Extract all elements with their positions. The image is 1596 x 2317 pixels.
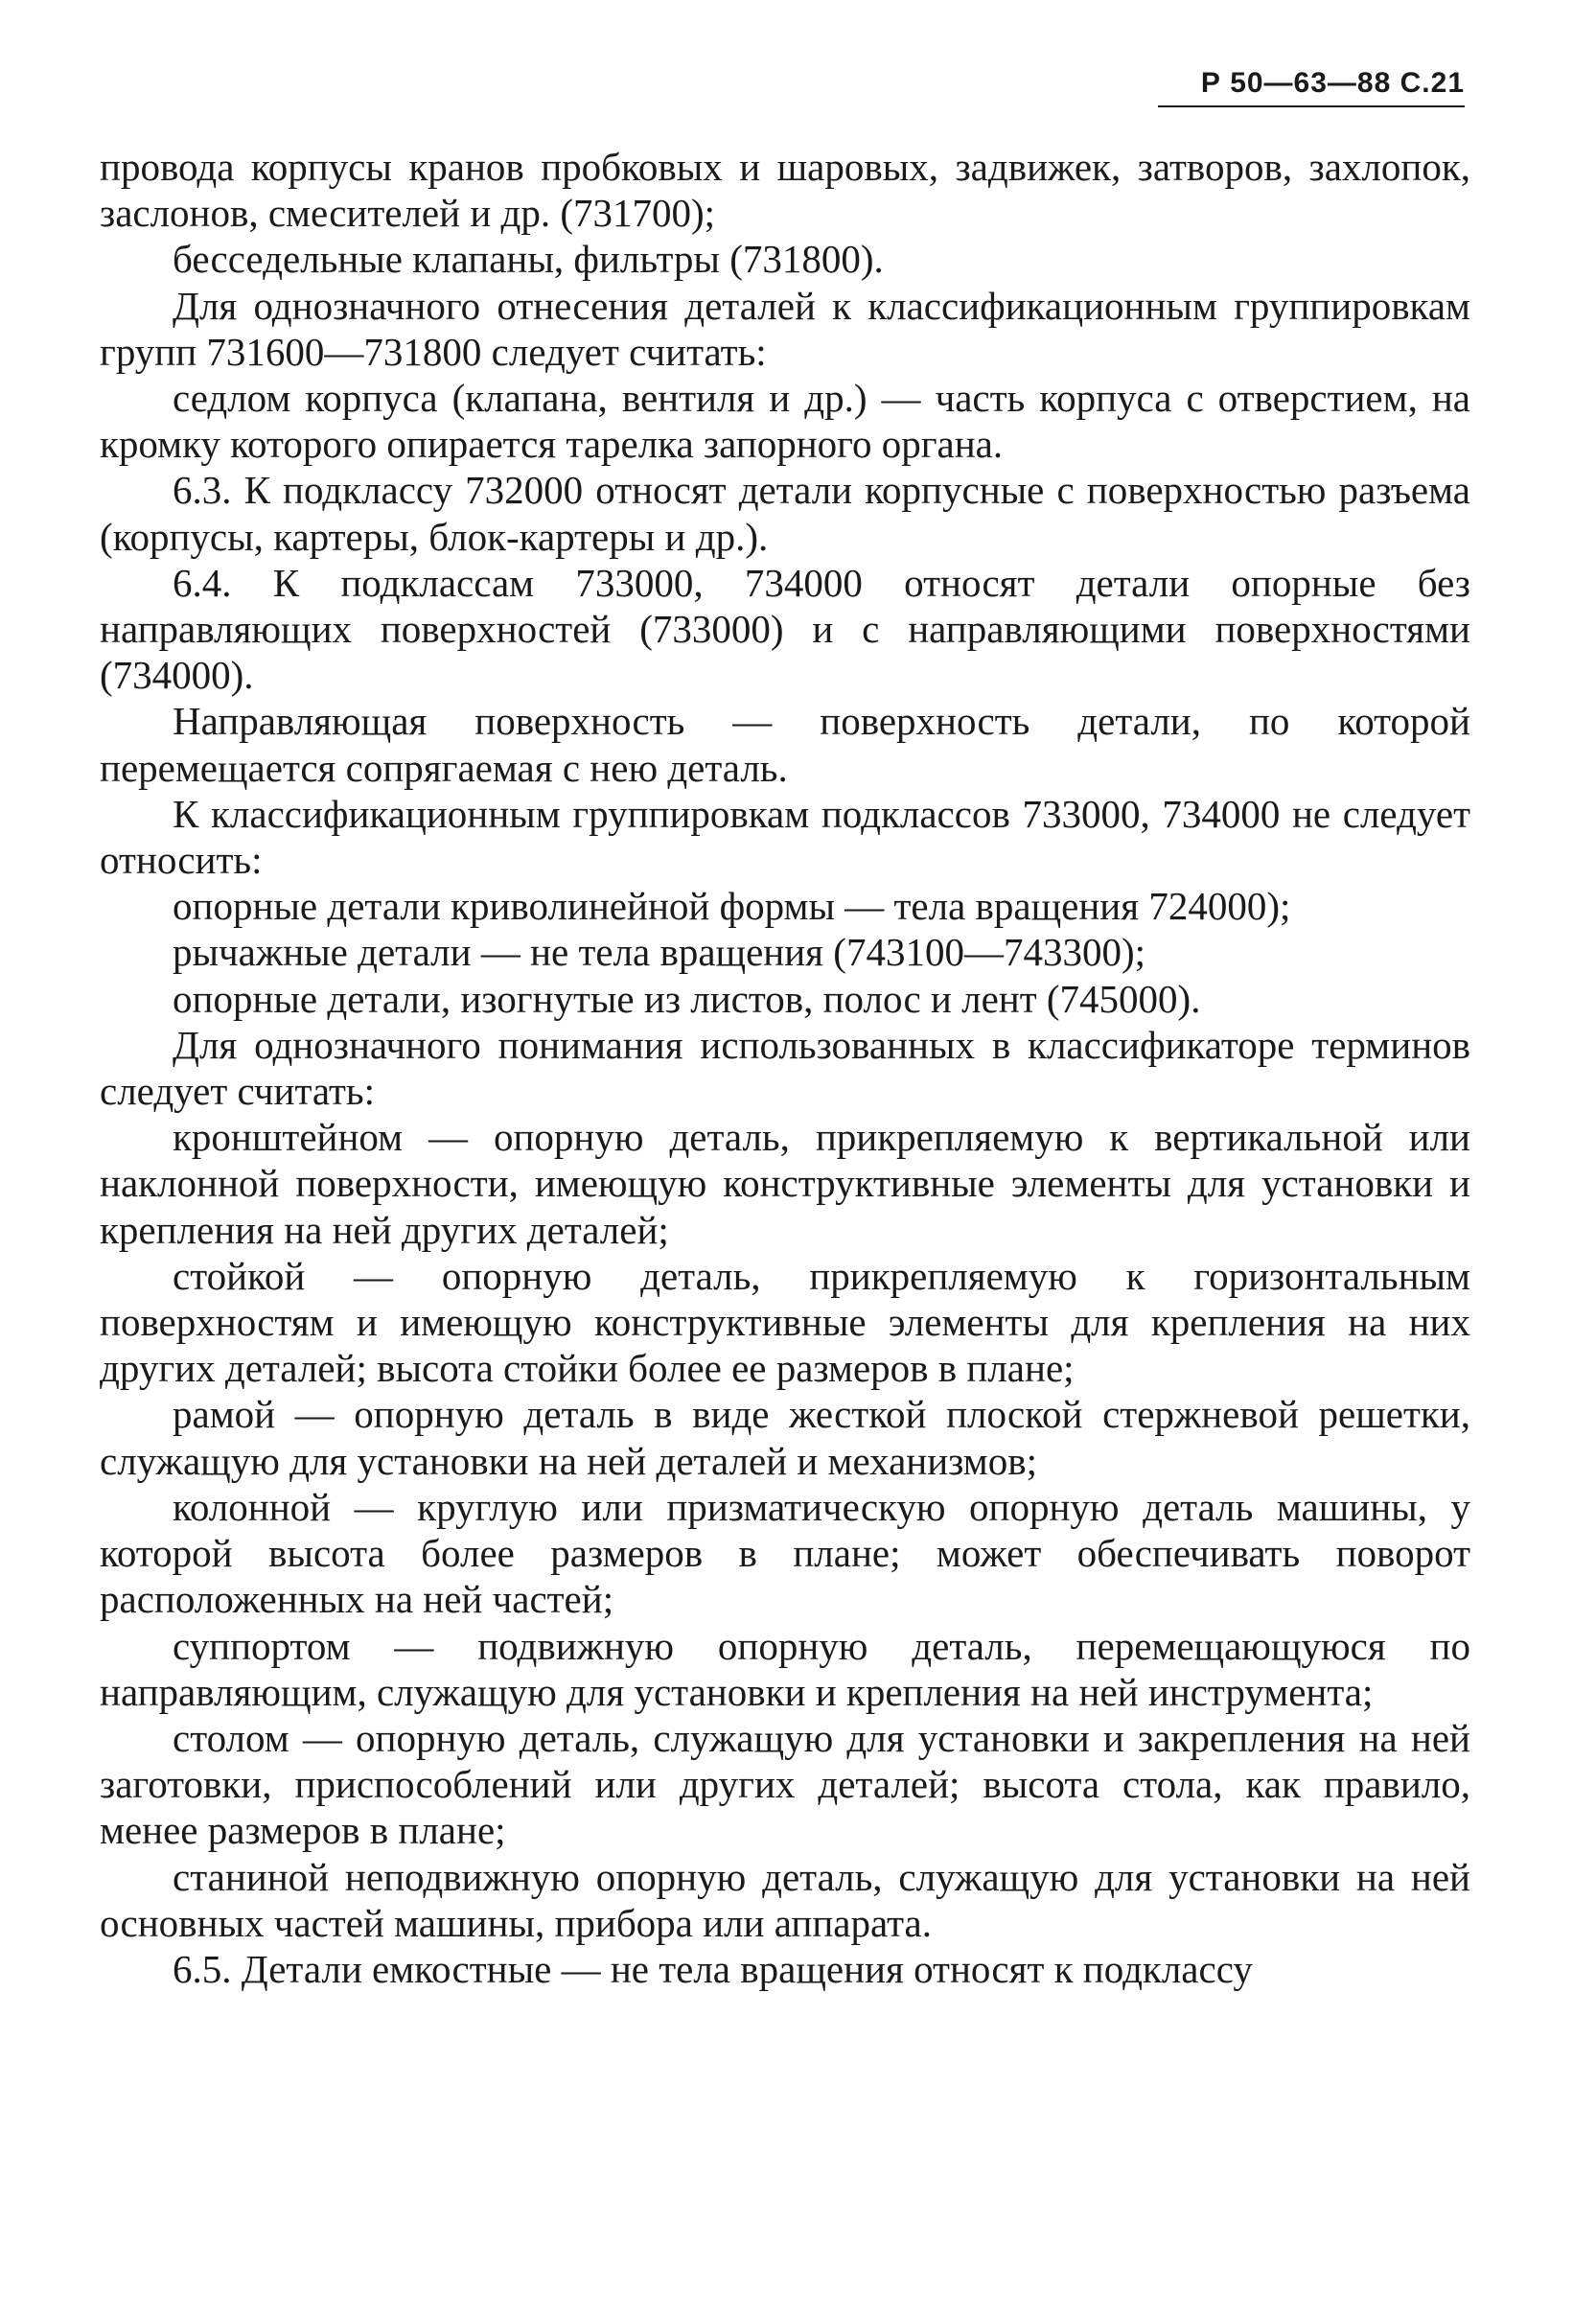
paragraph: Направляющая поверхность — поверхность детали, по которой перемещается сопрягаемая с нею деталь. (100, 699, 1470, 790)
document-body (100, 144, 1470, 1992)
paragraph: опорные детали криволинейной формы — тела вращения 724000); (173, 884, 1291, 929)
paragraph: рамой — опорную деталь в виде жесткой плоской стержневой решетки, служащую для установки на ней деталей и механизмов; (100, 1392, 1470, 1483)
paragraph: колонной — круглую или призматическую опорную деталь машины, у которой высота более размеров в плане; может обеспечивать поворот расположенных на ней частей; (100, 1484, 1470, 1622)
paragraph: 6.3. К подклассу 732000 относят детали корпусные с поверхностью разъема (корпусы, картеры, блок-картеры и др.). (100, 468, 1470, 559)
paragraph: Для однозначного понимания использованных в классификаторе терминов следует считать: (100, 1022, 1470, 1114)
paragraph: кронштейном — опорную деталь, прикрепляемую к вертикальной или наклонной поверхности, имеющую конструктивные элементы для установки и крепления на ней других деталей; (100, 1115, 1470, 1252)
paragraph: К классификационным группировкам подклассов 733000, 734000 не следует относить: (100, 791, 1470, 883)
paragraph: опорные детали, изогнутые из листов, полос и лент (745000). (173, 976, 1201, 1021)
paragraph: стойкой — опорную деталь, прикрепляемую к горизонтальным поверхностям и имеющую конструктивные элементы для крепления на них других деталей; высота стойки более ее размеров в плане; (100, 1253, 1470, 1391)
paragraph: 6.5. Детали емкостные — не тела вращения относят к подклассу (173, 1946, 1253, 1991)
paragraph: Для однозначного отнесения деталей к классификационным группировкам групп 731600—731800 следует считать: (100, 283, 1470, 374)
paragraph: рычажные детали — не тела вращения (743100—743300); (173, 930, 1145, 975)
paragraph: столом — опорную деталь, служащую для установки и закрепления на ней заготовки, приспособлений или других деталей; высота стола, как правило, менее размеров в плане; (100, 1715, 1470, 1853)
page-header: Р 50—63—88 С.21 (1158, 67, 1465, 107)
paragraph: станиной неподвижную опорную деталь, служащую для установки на ней основных частей машины, прибора или аппарата. (100, 1854, 1470, 1945)
paragraph: седлом корпуса (клапана, вентиля и др.) — часть корпуса с отверстием, на кромку которого опирается тарелка запорного органа. (100, 376, 1470, 467)
paragraph: бесседельные клапаны, фильтры (731800). (173, 237, 884, 282)
paragraph: провода корпусы кранов пробковых и шаровых, задвижек, затворов, захлопок, заслонов, смесителей и др. (731700); (100, 145, 1470, 236)
paragraph: 6.4. К подклассам 733000, 734000 относят детали опорные без направляющих поверхностей (733000) и с направляющими поверхностями (734000). (100, 560, 1470, 698)
paragraph: суппортом — подвижную опорную деталь, перемещающуюся по направляющим, служащую для установки и крепления на ней инструмента; (100, 1623, 1470, 1714)
